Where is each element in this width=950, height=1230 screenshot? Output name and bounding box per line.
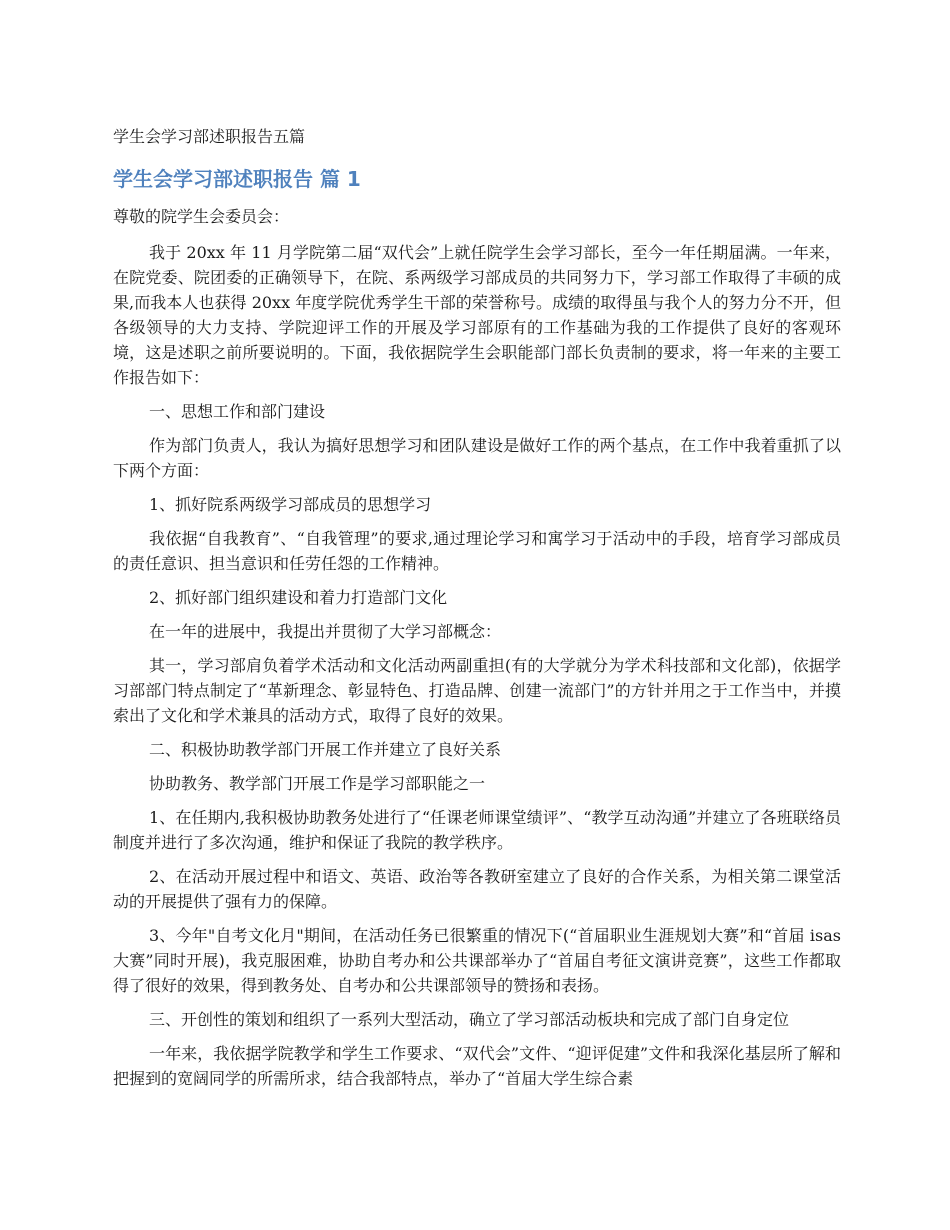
section-title: 二、积极协助教学部门开展工作并建立了良好关系 (149, 740, 502, 759)
paragraph: 2、在活动开展过程中和语文、英语、政治等各教研室建立了良好的合作关系，为相关第二课堂活动的开展提供了强有力的保障。 (113, 867, 841, 911)
document-title: 学生会学习部述职报告五篇 (113, 127, 306, 146)
paragraph: 3、今年"自考文化月"期间，在活动任务已很繁重的情况下(“首届职业生涯规划大赛”和“首届 isas 大赛”同时开展)，我克服困难，协助自考办和公共课部举办了“首届自考征文演讲竞赛”，这些工作都取得了很好的效果，得到教务处、自考办和公共课部领导的赞扬和表扬。 (113, 926, 841, 995)
salutation: 尊敬的院学生会委员会： (113, 207, 290, 226)
subsection-title: 2、抓好部门组织建设和着力打造部门文化 (149, 588, 448, 607)
paragraph: 我于 20xx 年 11 月学院第二届“双代会”上就任院学生会学习部长，至今一年任期届满。一年来，在院党委、院团委的正确领导下，在院、系两级学习部成员的共同努力下，学习部工作取得了丰硕的成果,而我本人也获得 20xx 年度学院优秀学生干部的荣誉称号。成绩的取得虽与我个人的努力分不开，但各级领导的大力支持、学院迎评工作的开展及学习部原有的工作基础为我的工作提供了良好的客观环境，这是述职之前所要说明的。下面，我依据院学生会职能部门部长负责制的要求，将一年来的主要工作报告如下： (113, 243, 841, 387)
section-title: 一、思想工作和部门建设 (149, 402, 326, 421)
paragraph: 1、在任期内,我积极协助教务处进行了“任课老师课堂绩评”、“教学互动沟通”并建立了各班联络员制度并进行了多次沟通，维护和保证了我院的教学秩序。 (113, 808, 841, 852)
section-heading: 学生会学习部述职报告 篇 1 (113, 167, 361, 191)
section-title: 三、开创性的策划和组织了一系列大型活动，确立了学习部活动板块和完成了部门自身定位 (149, 1010, 790, 1029)
paragraph: 作为部门负责人，我认为搞好思想学习和团队建设是做好工作的两个基点，在工作中我着重抓了以下两个方面： (113, 436, 841, 480)
paragraph: 在一年的进展中，我提出并贯彻了大学习部概念： (149, 622, 502, 641)
paragraph: 其一，学习部肩负着学术活动和文化活动两副重担(有的大学就分为学术科技部和文化部)，依据学习部部门特点制定了“革新理念、彰显特色、打造品牌、创建一流部门”的方针并用之于工作当中，并摸索出了文化和学术兼具的活动方式，取得了良好的效果。 (113, 656, 841, 725)
subsection-title: 1、抓好院系两级学习部成员的思想学习 (149, 495, 432, 514)
paragraph: 我依据“自我教育”、“自我管理”的要求,通过理论学习和寓学习于活动中的手段，培育学习部成员的责任意识、担当意识和任劳任怨的工作精神。 (113, 529, 841, 573)
paragraph: 一年来，我依据学院教学和学生工作要求、“双代会”文件、“迎评促建”文件和我深化基层所了解和把握到的宽阔同学的所需所求，结合我部特点，举办了“首届大学生综合素 (113, 1044, 841, 1088)
paragraph: 协助教务、教学部门开展工作是学习部职能之一 (149, 774, 486, 793)
document-body (113, 204, 841, 1100)
